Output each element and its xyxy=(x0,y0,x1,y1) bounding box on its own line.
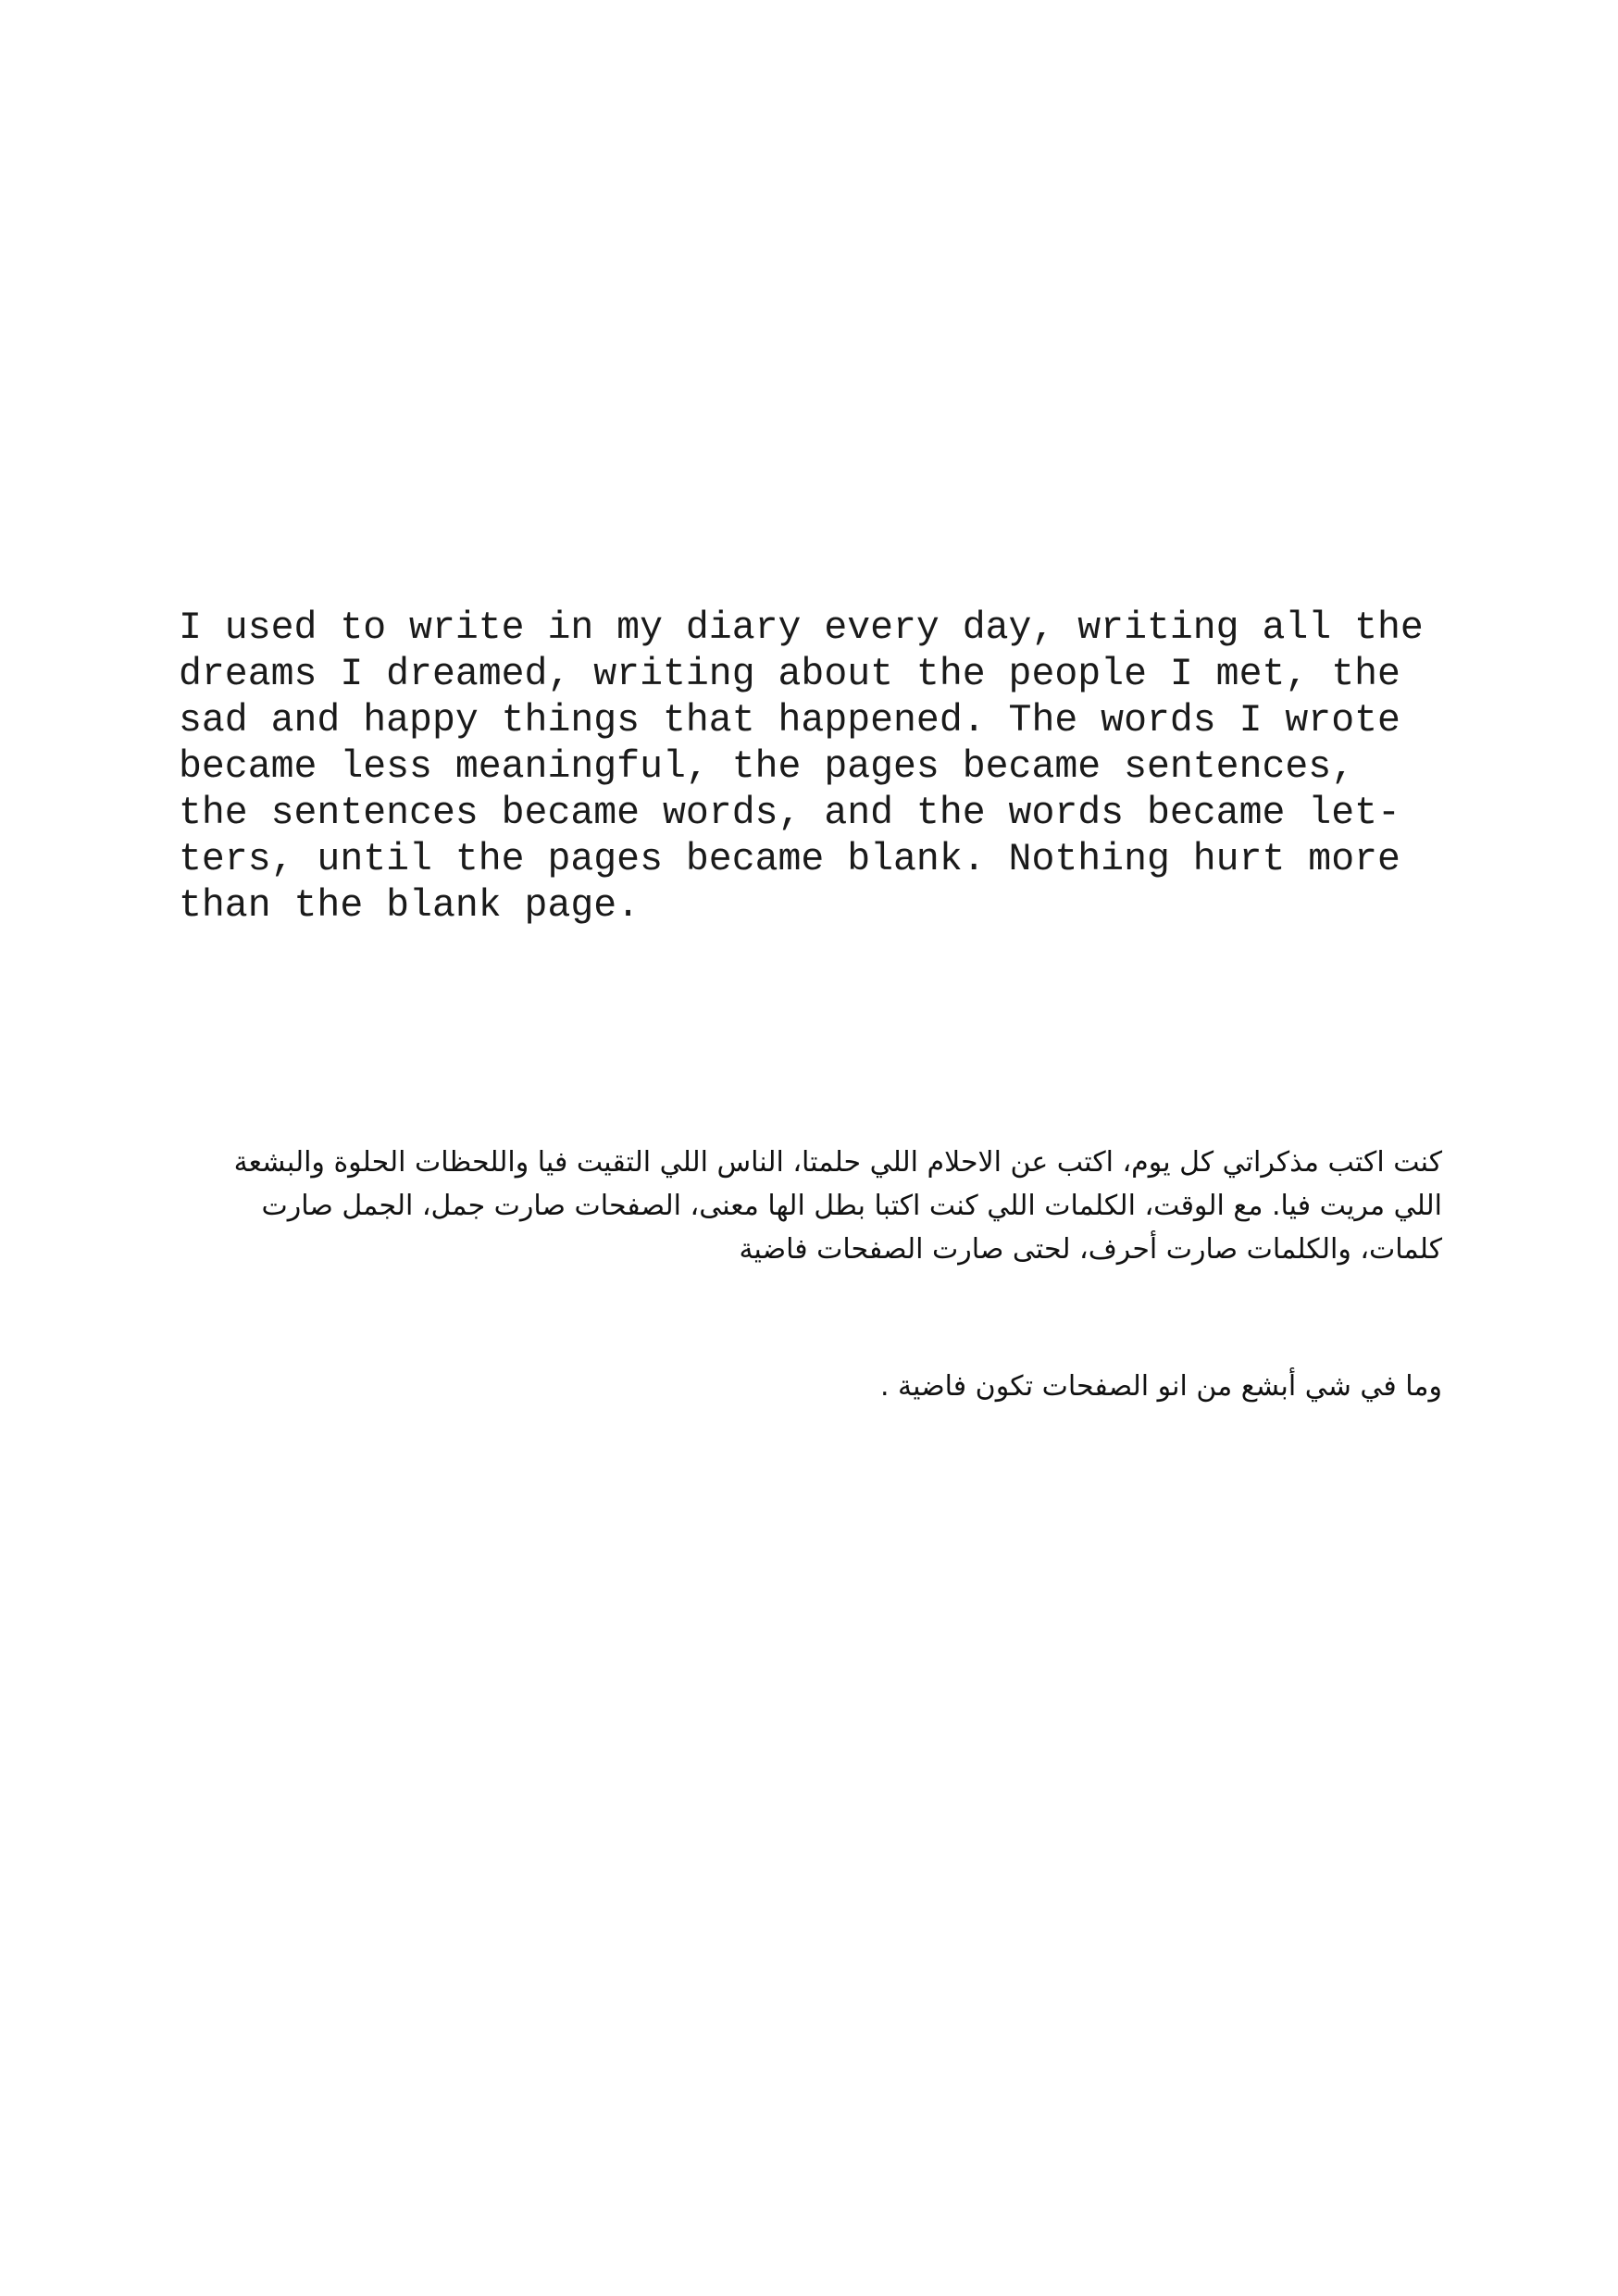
arabic-paragraph-1-line: اللي مريت فيا. مع الوقت، الكلمات اللي كنت اكتبا بطل الها معنى، الصفحات صارت جمل، الجمل صارت xyxy=(261,1190,1442,1222)
arabic-paragraph-1-line: كنت اكتب مذكراتي كل يوم، اكتب عن الاحلام اللي حلمتا، الناس اللي التقيت فيا واللحظات الحلوة والبشعة xyxy=(233,1146,1442,1179)
arabic-paragraph-1 xyxy=(185,1141,1442,1271)
arabic-paragraph-1-line: كلمات، والكلمات صارت أحرف، لحتى صارت الصفحات فاضية xyxy=(739,1233,1442,1266)
english-paragraph: I used to write in my diary every day, writing all the dreams I dreamed, writing about the people I met, the sad and happy things that happened. The words I wrote became less meaningful, the pages became sentences, the sentences became words, and the words became let- ters, until the pages became blank. Nothing hurt more than the blank page. xyxy=(179,606,1424,928)
arabic-paragraph-2: وما في شي أبشع من انو الصفحات تكون فاضية . xyxy=(879,1370,1442,1403)
